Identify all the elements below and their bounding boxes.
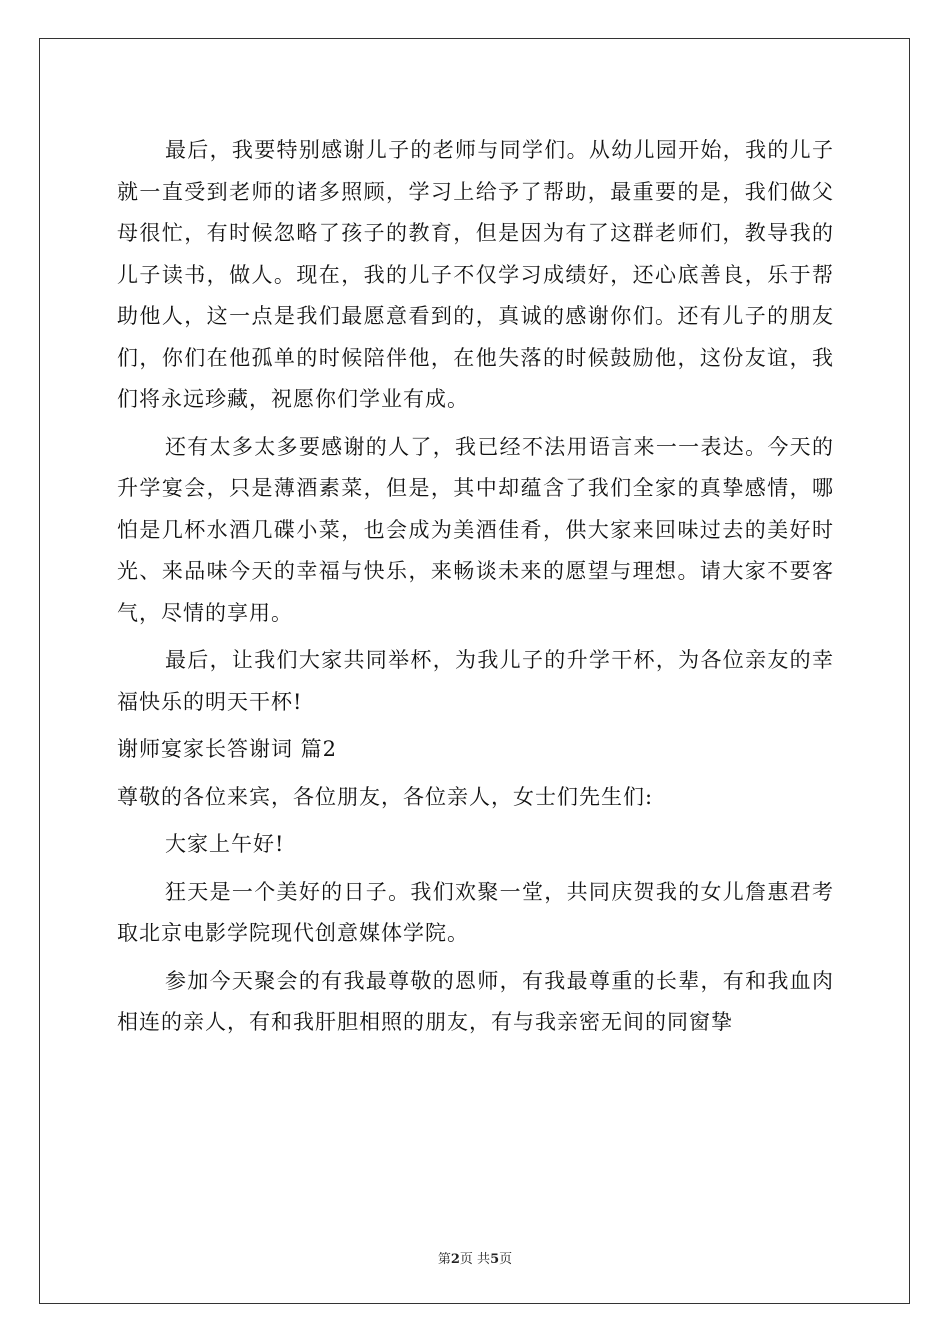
paragraph-toast: 最后，让我们大家共同举杯，为我儿子的升学干杯，为各位亲友的幸福快乐的明天干杯! [117, 648, 834, 714]
paragraph-thanks-others: 还有太多太多要感谢的人了，我已经不法用语言来一一表达。今天的升学宴会，只是薄酒素菜，但是，其中却蕴含了我们全家的真挚感情，哪怕是几杯水酒几碟小菜，也会成为美酒佳肴，供大家来回味过去的美好时光、来品味今天的幸福与快乐，来畅谈未来的愿望与理想。请大家不要客气，尽情的享用。 [117, 434, 834, 625]
paragraph-attendees: 参加今天聚会的有我最尊敬的恩师，有我最尊重的长辈，有和我血肉相连的亲人，有和我肝胆相照的朋友，有与我亲密无间的同窗挚 [117, 968, 834, 1034]
greeting: 大家上午好! [165, 832, 285, 856]
footer-middle: 页 共 [459, 1252, 491, 1267]
total-page-number: 5 [490, 1252, 500, 1267]
document-body [117, 130, 834, 1050]
footer-suffix: 页 [499, 1252, 513, 1267]
paragraph-thanks-teachers: 最后，我要特别感谢儿子的老师与同学们。从幼儿园开始，我的儿子就一直受到老师的诸多照顾，学习上给予了帮助，最重要的是，我们做父母很忙，有时候忽略了孩子的教育，但是因为有了这群老师们，教导我的儿子读书，做人。现在，我的儿子不仅学习成绩好，还心底善良，乐于帮助他人，这一点是我们最愿意看到的，真诚的感谢你们。还有儿子的朋友们，你们在他孤单的时候陪伴他，在他失落的时候鼓励他，这份友谊，我们将永远珍藏，祝愿你们学业有成。 [117, 138, 834, 411]
current-page-number: 2 [450, 1252, 460, 1267]
page-footer [0, 1248, 950, 1267]
footer-prefix: 第 [437, 1252, 451, 1267]
salutation: 尊敬的各位来宾，各位朋友，各位亲人，女士们先生们: [117, 784, 654, 809]
section-title: 谢师宴家长答谢词 篇2 [117, 737, 338, 761]
paragraph-celebration: 狂天是一个美好的日子。我们欢聚一堂，共同庆贺我的女儿詹惠君考取北京电影学院现代创意媒体学院。 [117, 879, 834, 945]
